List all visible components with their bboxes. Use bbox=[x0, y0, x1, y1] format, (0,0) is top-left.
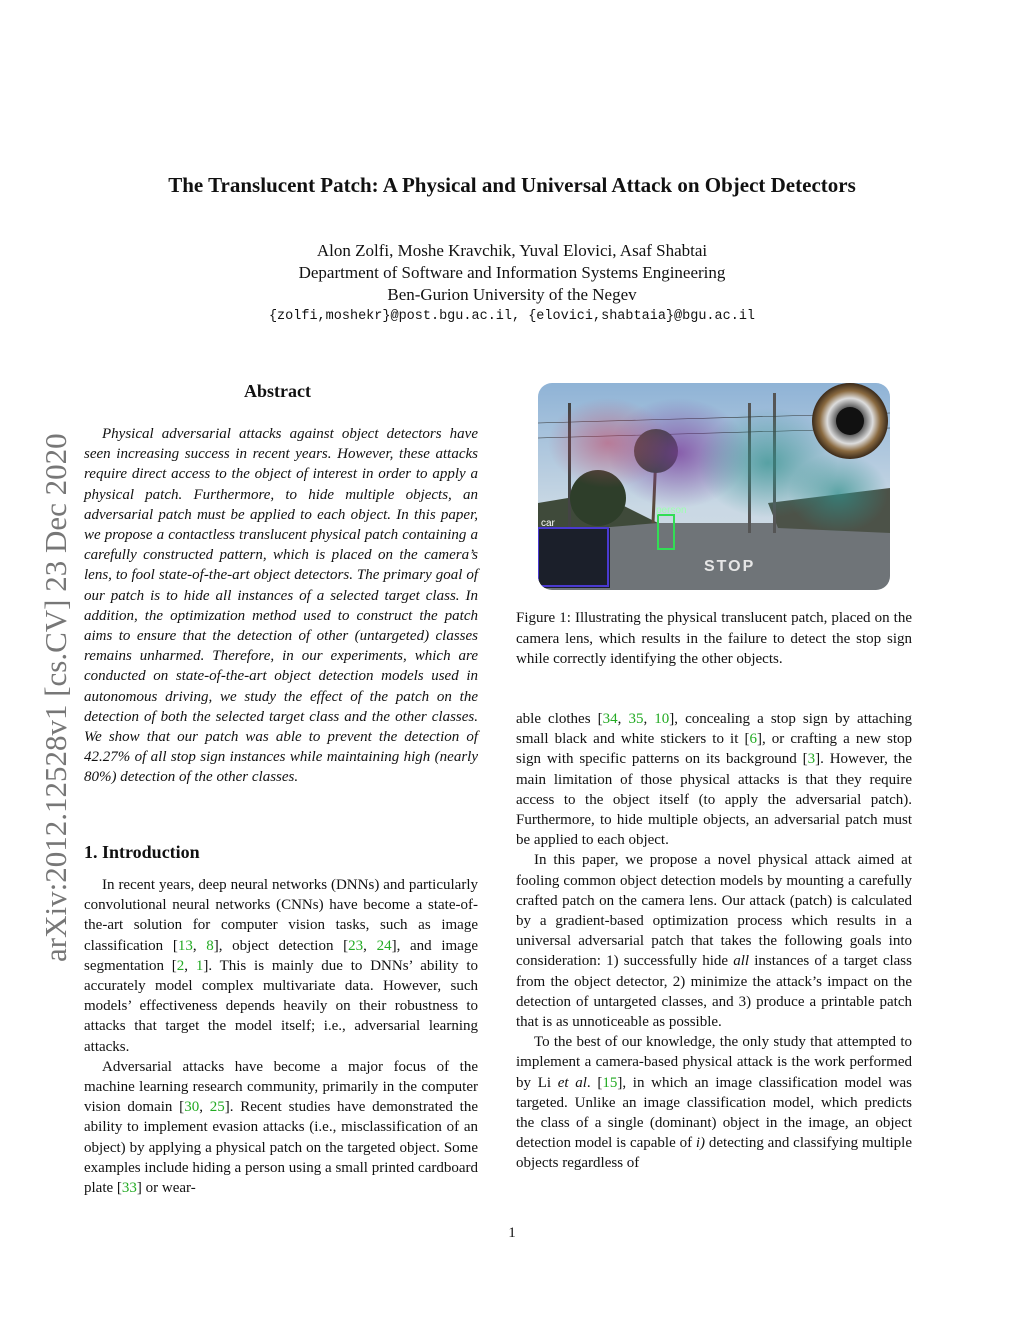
university: Ben-Gurion University of the Negev bbox=[387, 285, 637, 304]
intro-paragraph-1: In recent years, deep neural networks (DNNs) and particularly convolutional neural networks (CNNs) have become a state-of-the-art solution for computer vision tasks, such as image classification [13, 8], object detection [23, 24], and image segmentation [2, 1]. This is mainly due to DNNs’ ability to accurately model complex multivariate data. However, such models’ effectiveness depends heavily on their robustness to attacks that target the model itself; i.e., adversarial learning attacks. bbox=[84, 877, 479, 1055]
citation-link[interactable]: 13 bbox=[177, 937, 193, 954]
page-number: 1 bbox=[508, 1225, 516, 1241]
abstract-body bbox=[84, 424, 478, 788]
citation-link[interactable]: 34 bbox=[602, 711, 618, 727]
citation-link[interactable]: 8 bbox=[206, 937, 214, 954]
citation-link[interactable]: 2 bbox=[176, 957, 185, 974]
citation-link[interactable]: 10 bbox=[654, 711, 670, 727]
abstract-heading: Abstract bbox=[244, 381, 311, 401]
intro-body bbox=[84, 875, 478, 1198]
citation-link[interactable]: 25 bbox=[209, 1099, 225, 1116]
car-label: car bbox=[541, 518, 555, 529]
arxiv-identifier: arXiv:2012.12528v1 [cs.CV] 23 Dec 2020 bbox=[38, 433, 73, 962]
right-paragraph-3: To the best of our knowledge, the only study that attempted to implement a camera-based physical attack is the work performed by Li et al. [15], in which an image classification model was targeted. Unlike an image classification model, which predicts the class of a single (dominant) object in the image, an object detection model is capable of i) detecting and classifying multiple objects regardless of bbox=[516, 1034, 912, 1172]
abstract-text: Physical adversarial attacks against object detectors have seen increasing success in recent years. However, these attacks require direct access to the object of interest in order to apply a physical patch. Furthermore, to hide multiple objects, an adversarial patch must be applied to each object. In this paper, we propose a contactless translucent physical patch containing a carefully constructed pattern, which is placed on the camera’s lens, to fool state-of-the-art object detectors. The primary goal of our patch is to hide all instances of a selected target class. In addition, the optimization method used to construct the patch aims to ensure that the detection of other (untargeted) classes remains unharmed. Therefore, in our experiments, which are conducted on state-of-the-art object detection models used in autonomous driving, we study the effect of the patch on the detection of both the selected target class and the other classes. We show that our patch was able to prevent the detection of 42.27% of all stop sign instances while maintaining high (nearly 80%) detection of the other classes. bbox=[84, 426, 478, 786]
intro-paragraph-2: Adversarial attacks have become a major focus of the machine learning research community, primarily in the computer vision domain [30, 25]. Recent studies have demonstrated the ability to implement evasion attacks (i.e., misclassification of an object) by applying a physical patch on the targeted object. Some examples include hiding a person using a small printed cardboard plate [33] or wear- bbox=[84, 1058, 478, 1197]
emails: {zolfi,moshekr}@post.bgu.ac.il, {elovici,shabtaia}@bgu.ac.il bbox=[268, 309, 756, 324]
citation-link[interactable]: 6 bbox=[749, 731, 757, 748]
intro-heading: 1. Introduction bbox=[84, 842, 200, 862]
citation-link[interactable]: 30 bbox=[184, 1099, 200, 1116]
figure-1-caption: Figure 1: Illustrating the physical translucent patch, placed on the camera lens, which results in the failure to detect the stop sign while correctly identifying the other objects. bbox=[516, 610, 912, 667]
person-label: person bbox=[656, 505, 687, 516]
right-paragraph-1: able clothes [34, 35, 10], concealing a stop sign by attaching small black and white stickers to it [6], or crafting a new stop sign with specific patterns on its background [3]. However, the main limitation of those physical attacks is that they require access to the object itself (to apply the adversarial patch). Furthermore, to hide multiple objects, an adversarial patch must be applied to each object. bbox=[516, 711, 913, 849]
street-scene bbox=[538, 383, 890, 590]
road-marking: STOP bbox=[704, 558, 756, 575]
citation-link[interactable]: 33 bbox=[121, 1180, 137, 1197]
citation-link[interactable]: 15 bbox=[602, 1074, 618, 1091]
citation-link[interactable]: 35 bbox=[628, 711, 644, 727]
department: Department of Software and Information Systems Engineering bbox=[298, 263, 726, 282]
citation-link[interactable]: 23 bbox=[348, 937, 364, 954]
author-block bbox=[0, 240, 1024, 328]
citation-link[interactable]: 24 bbox=[376, 937, 392, 954]
figure-1-image bbox=[538, 383, 890, 590]
paper-title: The Translucent Patch: A Physical and Universal Attack on Object Detectors bbox=[168, 173, 856, 197]
right-paragraph-2: In this paper, we propose a novel physical attack aimed at fooling common object detection models by mounting a carefully crafted patch on the camera lens. Our attack (patch) is calculated by a gradient-based optimization process which results in a universal adversarial patch that takes the following goals into consideration: 1) successfully hide all instances of a target class from the object detector, 2) minimize the attack’s impact on the detection of untargeted classes, and 3) produce a printable patch that is as unnoticeable as possible. bbox=[516, 852, 912, 1031]
citation-link[interactable]: 3 bbox=[807, 751, 816, 768]
right-column-body bbox=[516, 709, 912, 1174]
authors: Alon Zolfi, Moshe Kravchik, Yuval Elovici, Asaf Shabtai bbox=[316, 241, 708, 260]
citation-link[interactable]: 1 bbox=[195, 957, 204, 974]
